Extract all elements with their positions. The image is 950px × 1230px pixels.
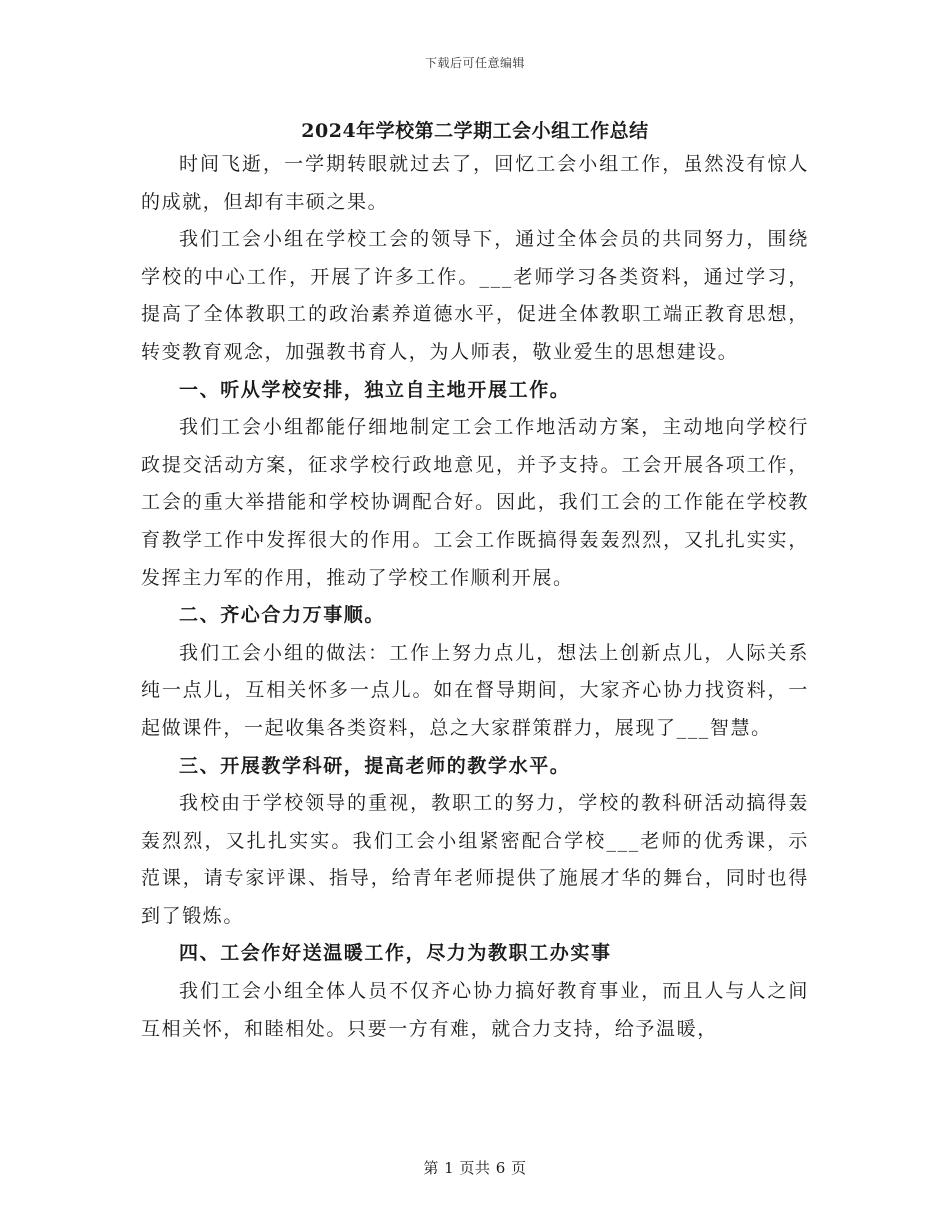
section-heading-4: 四、工会作好送温暖工作，尽力为教职工办实事	[179, 942, 612, 965]
paragraph-intro: 时间飞逝，一学期转眼就过去了，回忆工会小组工作，虽然没有惊人的成就，但却有丰硕之果。	[141, 153, 809, 213]
paragraph-section-2: 我们工会小组的做法：工作上努力点儿，想法上创新点儿，人际关系纯一点儿，互相关怀多一点儿。如在督导期间，大家齐心协力找资料，一起做课件，一起收集各类资料，总之大家群策群力，展现了___智慧。	[141, 641, 809, 739]
page-number: 第 1 页共 6 页	[423, 1159, 527, 1177]
document-title: 2024年学校第二学期工会小组工作总结	[301, 120, 649, 142]
header-note: 下载后可任意编辑	[424, 56, 525, 70]
paragraph-section-3: 我校由于学校领导的重视，教职工的努力，学校的教科研活动搞得轰轰烈烈，又扎扎实实。我们工会小组紧密配合学校___老师的优秀课，示范课，请专家评课、指导，给青年老师提供了施展才华的舞台，同时也得到了锻炼。	[141, 792, 809, 927]
document-body	[141, 146, 809, 1048]
paragraph-section-4: 我们工会小组全体人员不仅齐心协力搞好教育事业，而且人与人之间互相关怀，和睦相处。只要一方有难，就合力支持，给予温暖，	[141, 980, 809, 1040]
section-heading-1: 一、听从学校安排，独立自主地开展工作。	[179, 378, 571, 401]
section-heading-2: 二、齐心合力万事顺。	[179, 604, 386, 627]
paragraph-overview: 我们工会小组在学校工会的领导下，通过全体会员的共同努力，围绕学校的中心工作，开展了许多工作。___老师学习各类资料，通过学习，提高了全体教职工的政治素养道德水平，促进全体教职工端正教育思想，转变教育观念，加强教书育人，为人师表，敬业爱生的思想建设。	[141, 228, 809, 363]
section-heading-3: 三、开展教学科研，提高老师的教学水平。	[179, 754, 571, 777]
paragraph-section-1: 我们工会小组都能仔细地制定工会工作地活动方案，主动地向学校行政提交活动方案，征求学校行政地意见，并予支持。工会开展各项工作，工会的重大举措能和学校协调配合好。因此，我们工会的工作能在学校教育教学工作中发挥很大的作用。工会工作既搞得轰轰烈烈，又扎扎实实，发挥主力军的作用，推动了学校工作顺利开展。	[141, 416, 809, 589]
